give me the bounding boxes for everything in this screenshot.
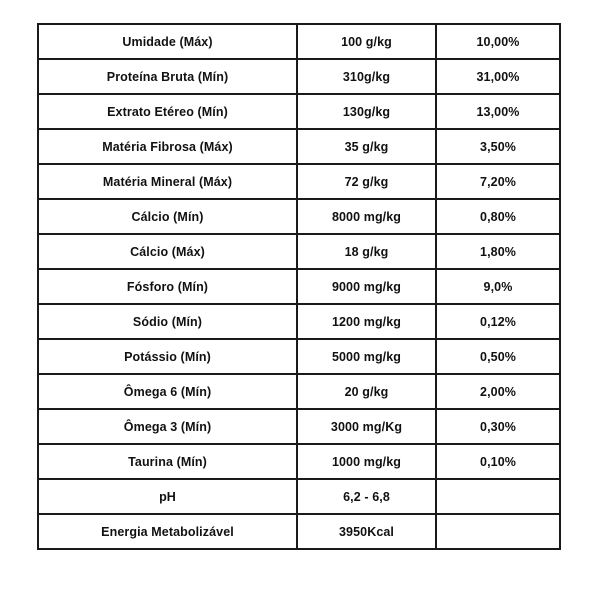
table-row — [38, 444, 560, 479]
nutrient-amount: 100 g/kg — [297, 24, 436, 59]
nutrient-amount: 1200 mg/kg — [297, 304, 436, 339]
nutrient-name: Matéria Fibrosa (Máx) — [38, 129, 297, 164]
table-row — [38, 164, 560, 199]
nutrient-amount: 8000 mg/kg — [297, 199, 436, 234]
nutrient-percent — [436, 479, 560, 514]
table-row — [38, 269, 560, 304]
nutrient-amount: 3950Kcal — [297, 514, 436, 549]
table-row — [38, 409, 560, 444]
nutrient-percent: 7,20% — [436, 164, 560, 199]
nutrient-amount: 20 g/kg — [297, 374, 436, 409]
nutrient-amount: 18 g/kg — [297, 234, 436, 269]
nutrient-amount: 1000 mg/kg — [297, 444, 436, 479]
table-row — [38, 479, 560, 514]
nutrition-table — [37, 23, 561, 550]
table-row — [38, 24, 560, 59]
table-row — [38, 514, 560, 549]
table-row — [38, 199, 560, 234]
nutrient-name: Cálcio (Mín) — [38, 199, 297, 234]
nutrient-percent: 0,50% — [436, 339, 560, 374]
nutrient-percent: 0,12% — [436, 304, 560, 339]
table-row — [38, 94, 560, 129]
nutrient-name: Energia Metabolizável — [38, 514, 297, 549]
nutrient-name: Cálcio (Máx) — [38, 234, 297, 269]
table-row — [38, 339, 560, 374]
nutrient-name: Extrato Etéreo (Mín) — [38, 94, 297, 129]
nutrient-name: Sódio (Mín) — [38, 304, 297, 339]
nutrient-name: Proteína Bruta (Mín) — [38, 59, 297, 94]
nutrient-amount: 130g/kg — [297, 94, 436, 129]
nutrient-percent: 3,50% — [436, 129, 560, 164]
table-row — [38, 59, 560, 94]
nutrient-amount: 72 g/kg — [297, 164, 436, 199]
nutrient-percent — [436, 514, 560, 549]
nutrient-percent: 0,10% — [436, 444, 560, 479]
nutrient-amount: 3000 mg/Kg — [297, 409, 436, 444]
table-row — [38, 374, 560, 409]
nutrient-name: Taurina (Mín) — [38, 444, 297, 479]
table-row — [38, 129, 560, 164]
nutrient-amount: 310g/kg — [297, 59, 436, 94]
nutrient-name: Potássio (Mín) — [38, 339, 297, 374]
nutrient-percent: 13,00% — [436, 94, 560, 129]
nutrient-percent: 1,80% — [436, 234, 560, 269]
nutrient-amount: 35 g/kg — [297, 129, 436, 164]
nutrient-percent: 31,00% — [436, 59, 560, 94]
nutrient-percent: 2,00% — [436, 374, 560, 409]
nutrient-amount: 9000 mg/kg — [297, 269, 436, 304]
table-row — [38, 234, 560, 269]
nutrient-percent: 0,80% — [436, 199, 560, 234]
nutrient-percent: 0,30% — [436, 409, 560, 444]
nutrient-percent: 9,0% — [436, 269, 560, 304]
nutrient-name: Umidade (Máx) — [38, 24, 297, 59]
nutrient-amount: 6,2 - 6,8 — [297, 479, 436, 514]
nutrient-amount: 5000 mg/kg — [297, 339, 436, 374]
nutrient-name: Ômega 3 (Mín) — [38, 409, 297, 444]
nutrient-name: Fósforo (Mín) — [38, 269, 297, 304]
nutrient-percent: 10,00% — [436, 24, 560, 59]
nutrient-name: pH — [38, 479, 297, 514]
nutrient-name: Matéria Mineral (Máx) — [38, 164, 297, 199]
nutrient-name: Ômega 6 (Mín) — [38, 374, 297, 409]
table-row — [38, 304, 560, 339]
